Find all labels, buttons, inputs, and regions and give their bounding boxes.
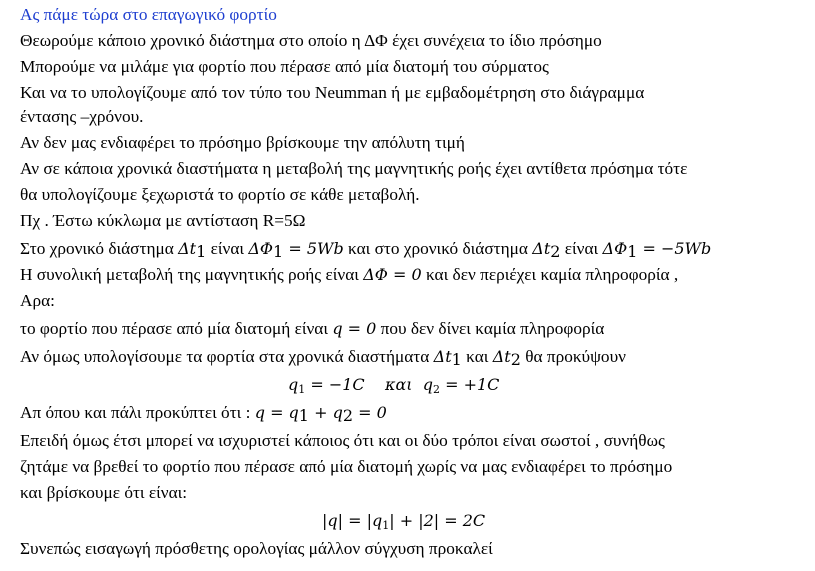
charge-zero-line: το φορτίο που πέρασε από μία διατομή είναι q = 0 που δεν δίνει καμία πληροφορία [20,319,605,338]
interval-charges-line: Αν όμως υπολογίσουμε τα φορτία στα χρονικά διαστήματα $\Delta t_1$ και $\Delta t_2$ θα προκύψουν [20,347,626,369]
paragraph-line: Αρα: [20,291,55,310]
paragraph-line: Αν σε κάποια χρονικά διαστήματα η μεταβολή της μαγνητικής ροής έχει αντίθετα πρόσημα τότε [20,159,688,178]
total-flux-line: Η συνολική μεταβολή της μαγνητικής ροής είναι ΔΦ = 0 και δεν περιέχει καμία πληροφορία , [20,265,679,284]
paragraph-line: και βρίσκουμε ότι είναι: [20,483,188,502]
sum-charge-line: Απ όπου και πάλι προκύπτει ότι : $q = q_1 + q_2 = 0$ [20,403,387,425]
absolute-charge-equation: $|q| = |q_1| + |2| = 2C$ [322,511,486,532]
paragraph-line: Πχ . Έστω κύκλωμα με αντίσταση R=5Ω [20,211,306,230]
paragraph-line: ζητάμε να βρεθεί το φορτίο που πέρασε από μία διατομή χωρίς να μας ενδιαφέρει το πρόσημο [20,457,673,476]
conclusion-line: Συνεπώς εισαγωγή πρόσθετης ορολογίας μάλλον σύγχυση προκαλεί [20,539,493,558]
paragraph-line: Επειδή όμως έτσι μπορεί να ισχυριστεί κάποιος ότι και οι δύο τρόποι είναι σωστοί , συνήθως [20,431,665,450]
charges-equation: $q_1 = -1C$ και $q_2 = +1C$ [288,375,500,396]
paragraph-line: Θεωρούμε κάποιο χρονικό διάστημα στο οποίο η ΔΦ έχει συνέχεια το ίδιο πρόσημο [20,31,602,50]
paragraph-line: θα υπολογίζουμε ξεχωριστά το φορτίο σε κάθε μεταβολή. [20,185,420,204]
paragraph-line: έντασης –χρόνου. [20,107,144,126]
paragraph-line: Και να το υπολογίζουμε από τον τύπο του Neumman ή με εμβαδομέτρηση στο διάγραμμα [20,83,645,102]
paragraph-line: Μπορούμε να μιλάμε για φορτίο που πέρασε από μία διατομή του σύρματος [20,57,549,76]
section-title: Ας πάμε τώρα στο επαγωγικό φορτίο [20,5,277,24]
paragraph-line: Αν δεν μας ενδιαφέρει το πρόσημο βρίσκουμε την απόλυτη τιμή [20,133,465,152]
interval-flux-line: Στο χρονικό διάστημα $\Delta t_1$ είναι $\Delta\Phi_1 = 5Wb$ και στο χρονικό διάστημα $\Delta t_2$ είναι $\Delta\Phi_1 = -5Wb$ [20,239,712,261]
